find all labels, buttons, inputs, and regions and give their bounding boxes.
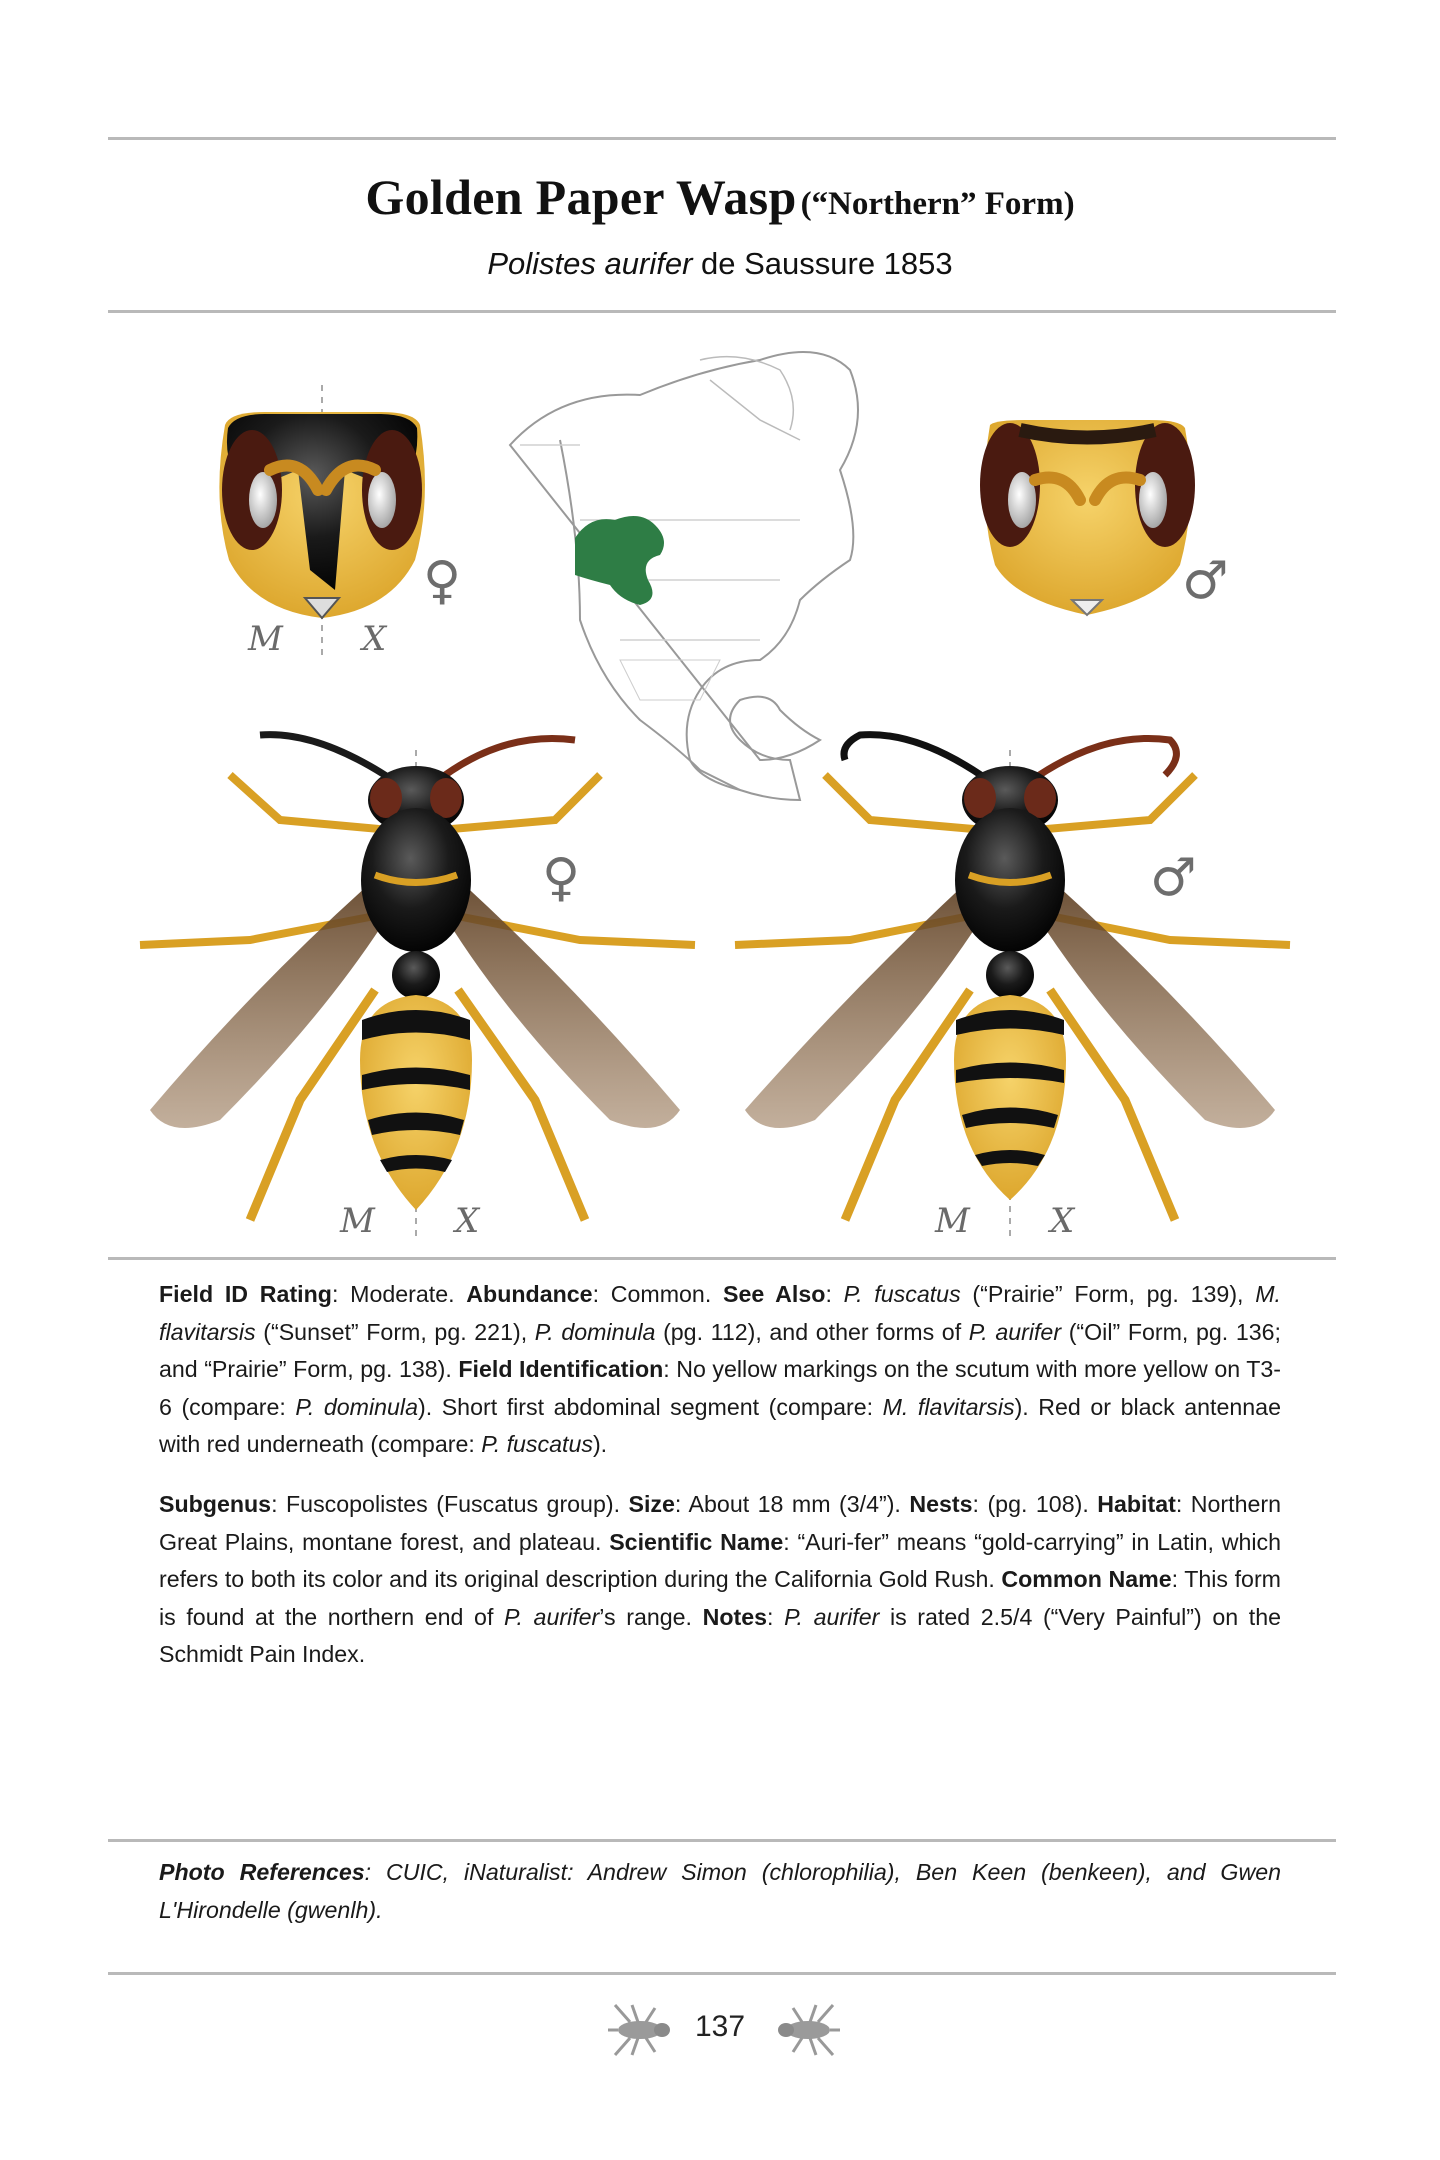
wasp-right-icon — [768, 2000, 848, 2060]
species-name: P. dominula — [534, 1318, 656, 1345]
female-symbol-head: ♀ — [423, 551, 462, 611]
text-run: : Moderate. — [331, 1281, 467, 1307]
species-name: P. dominula — [295, 1393, 418, 1420]
footer-rule — [108, 1972, 1336, 1975]
label-x-female-body: X — [455, 1201, 480, 1241]
species-name: P. fuscatus — [481, 1431, 593, 1457]
form-name: (“Northern” Form) — [800, 186, 1075, 222]
bold-term: Size — [628, 1491, 675, 1517]
label-m-male-body: M — [935, 1201, 970, 1241]
male-body-illustration — [735, 735, 1290, 1241]
bold-term: Nests — [909, 1491, 973, 1517]
label-m-female-head: M — [248, 619, 283, 659]
species-name: P. aurifer — [968, 1318, 1062, 1345]
bold-term: Scientific Name — [609, 1528, 784, 1555]
species-name: P. aurifer — [784, 1603, 880, 1630]
text-run: ’s range. — [599, 1603, 703, 1630]
bold-term: Subgenus — [159, 1491, 272, 1517]
male-head-illustration — [980, 420, 1229, 615]
species-name: M. flavitarsis — [882, 1393, 1015, 1420]
text-run: : (pg. 108). — [972, 1491, 1098, 1517]
photo-references-text: : CUIC, iNaturalist: Andrew Simon (chlorophilia), Ben Keen (benkeen), and Gwen L'Hirondelle (gwenlh). — [159, 1859, 1281, 1923]
text-run: ). Short first abdominal segment (compare: — [417, 1393, 883, 1420]
text-run: ). — [592, 1431, 608, 1457]
text-run: : No yellow markings on the scutum with more yellow on T3-6 (compare: — [159, 1356, 1281, 1420]
bold-term: See Also — [723, 1281, 826, 1307]
female-symbol-body: ♀ — [542, 848, 581, 908]
bold-term: Common Name — [1001, 1566, 1172, 1592]
text-run: : Northern Great Plains, montane forest, and plateau. — [159, 1491, 1281, 1555]
description-paragraph-2 — [159, 1486, 1281, 1674]
description-paragraph-1 — [159, 1276, 1281, 1464]
text-run: : Common. — [592, 1281, 724, 1307]
photo-references-label: Photo References — [159, 1859, 365, 1885]
bold-term: Field Identification — [458, 1356, 664, 1382]
male-symbol-body: ♂ — [1150, 848, 1197, 908]
female-head-illustration — [219, 385, 461, 659]
bold-term: Field ID Rating — [159, 1281, 332, 1307]
species-name: M. flavitarsis — [159, 1281, 1281, 1345]
scientific-name: Polistes aurifer — [487, 246, 693, 281]
authority: de Saussure 1853 — [692, 246, 953, 281]
text-run: (“Sunset” Form, pg. 221), — [255, 1318, 535, 1345]
female-body-illustration — [140, 735, 695, 1241]
text-run: : Fuscopolistes (Fuscatus group). — [271, 1491, 629, 1517]
text-run: : “Auri-fer” means “gold-carrying” in Latin, which refers to both its color and its original description during the California Gold Rush. — [159, 1528, 1281, 1592]
text-run: : This form is found at the northern end of — [159, 1566, 1281, 1630]
text-run: ). Red or black antennae with red underneath (compare: — [159, 1393, 1281, 1457]
common-name: Golden Paper Wasp — [365, 169, 797, 225]
bold-term: Habitat — [1097, 1491, 1176, 1517]
refs-rule — [108, 1839, 1336, 1842]
text-run: (pg. 112), and other forms of — [655, 1318, 969, 1345]
text-run: (“Oil” Form, pg. 136; and “Prairie” Form, pg. 138). — [159, 1318, 1281, 1382]
bold-term: Abundance — [466, 1281, 593, 1307]
text-run: : — [825, 1281, 844, 1307]
text-run: : — [767, 1603, 785, 1630]
range-area — [575, 516, 664, 605]
label-x-female-head: X — [362, 619, 387, 659]
species-name: P. fuscatus — [843, 1281, 961, 1307]
text-run: (“Prairie” Form, pg. 139), — [960, 1281, 1256, 1307]
male-symbol-head: ♂ — [1182, 551, 1229, 611]
range-map — [510, 352, 858, 800]
text-run: : About 18 mm (3/4”). — [674, 1491, 910, 1517]
text-run: is rated 2.5/4 (“Very Painful”) on the Schmidt Pain Index. — [159, 1603, 1281, 1667]
species-name: P. aurifer — [504, 1603, 600, 1630]
photo-references — [159, 1854, 1281, 1929]
page-number: 137 — [694, 2010, 746, 2043]
bold-term: Notes — [702, 1603, 768, 1630]
label-x-male-body: X — [1050, 1201, 1075, 1241]
label-m-female-body: M — [340, 1201, 375, 1241]
